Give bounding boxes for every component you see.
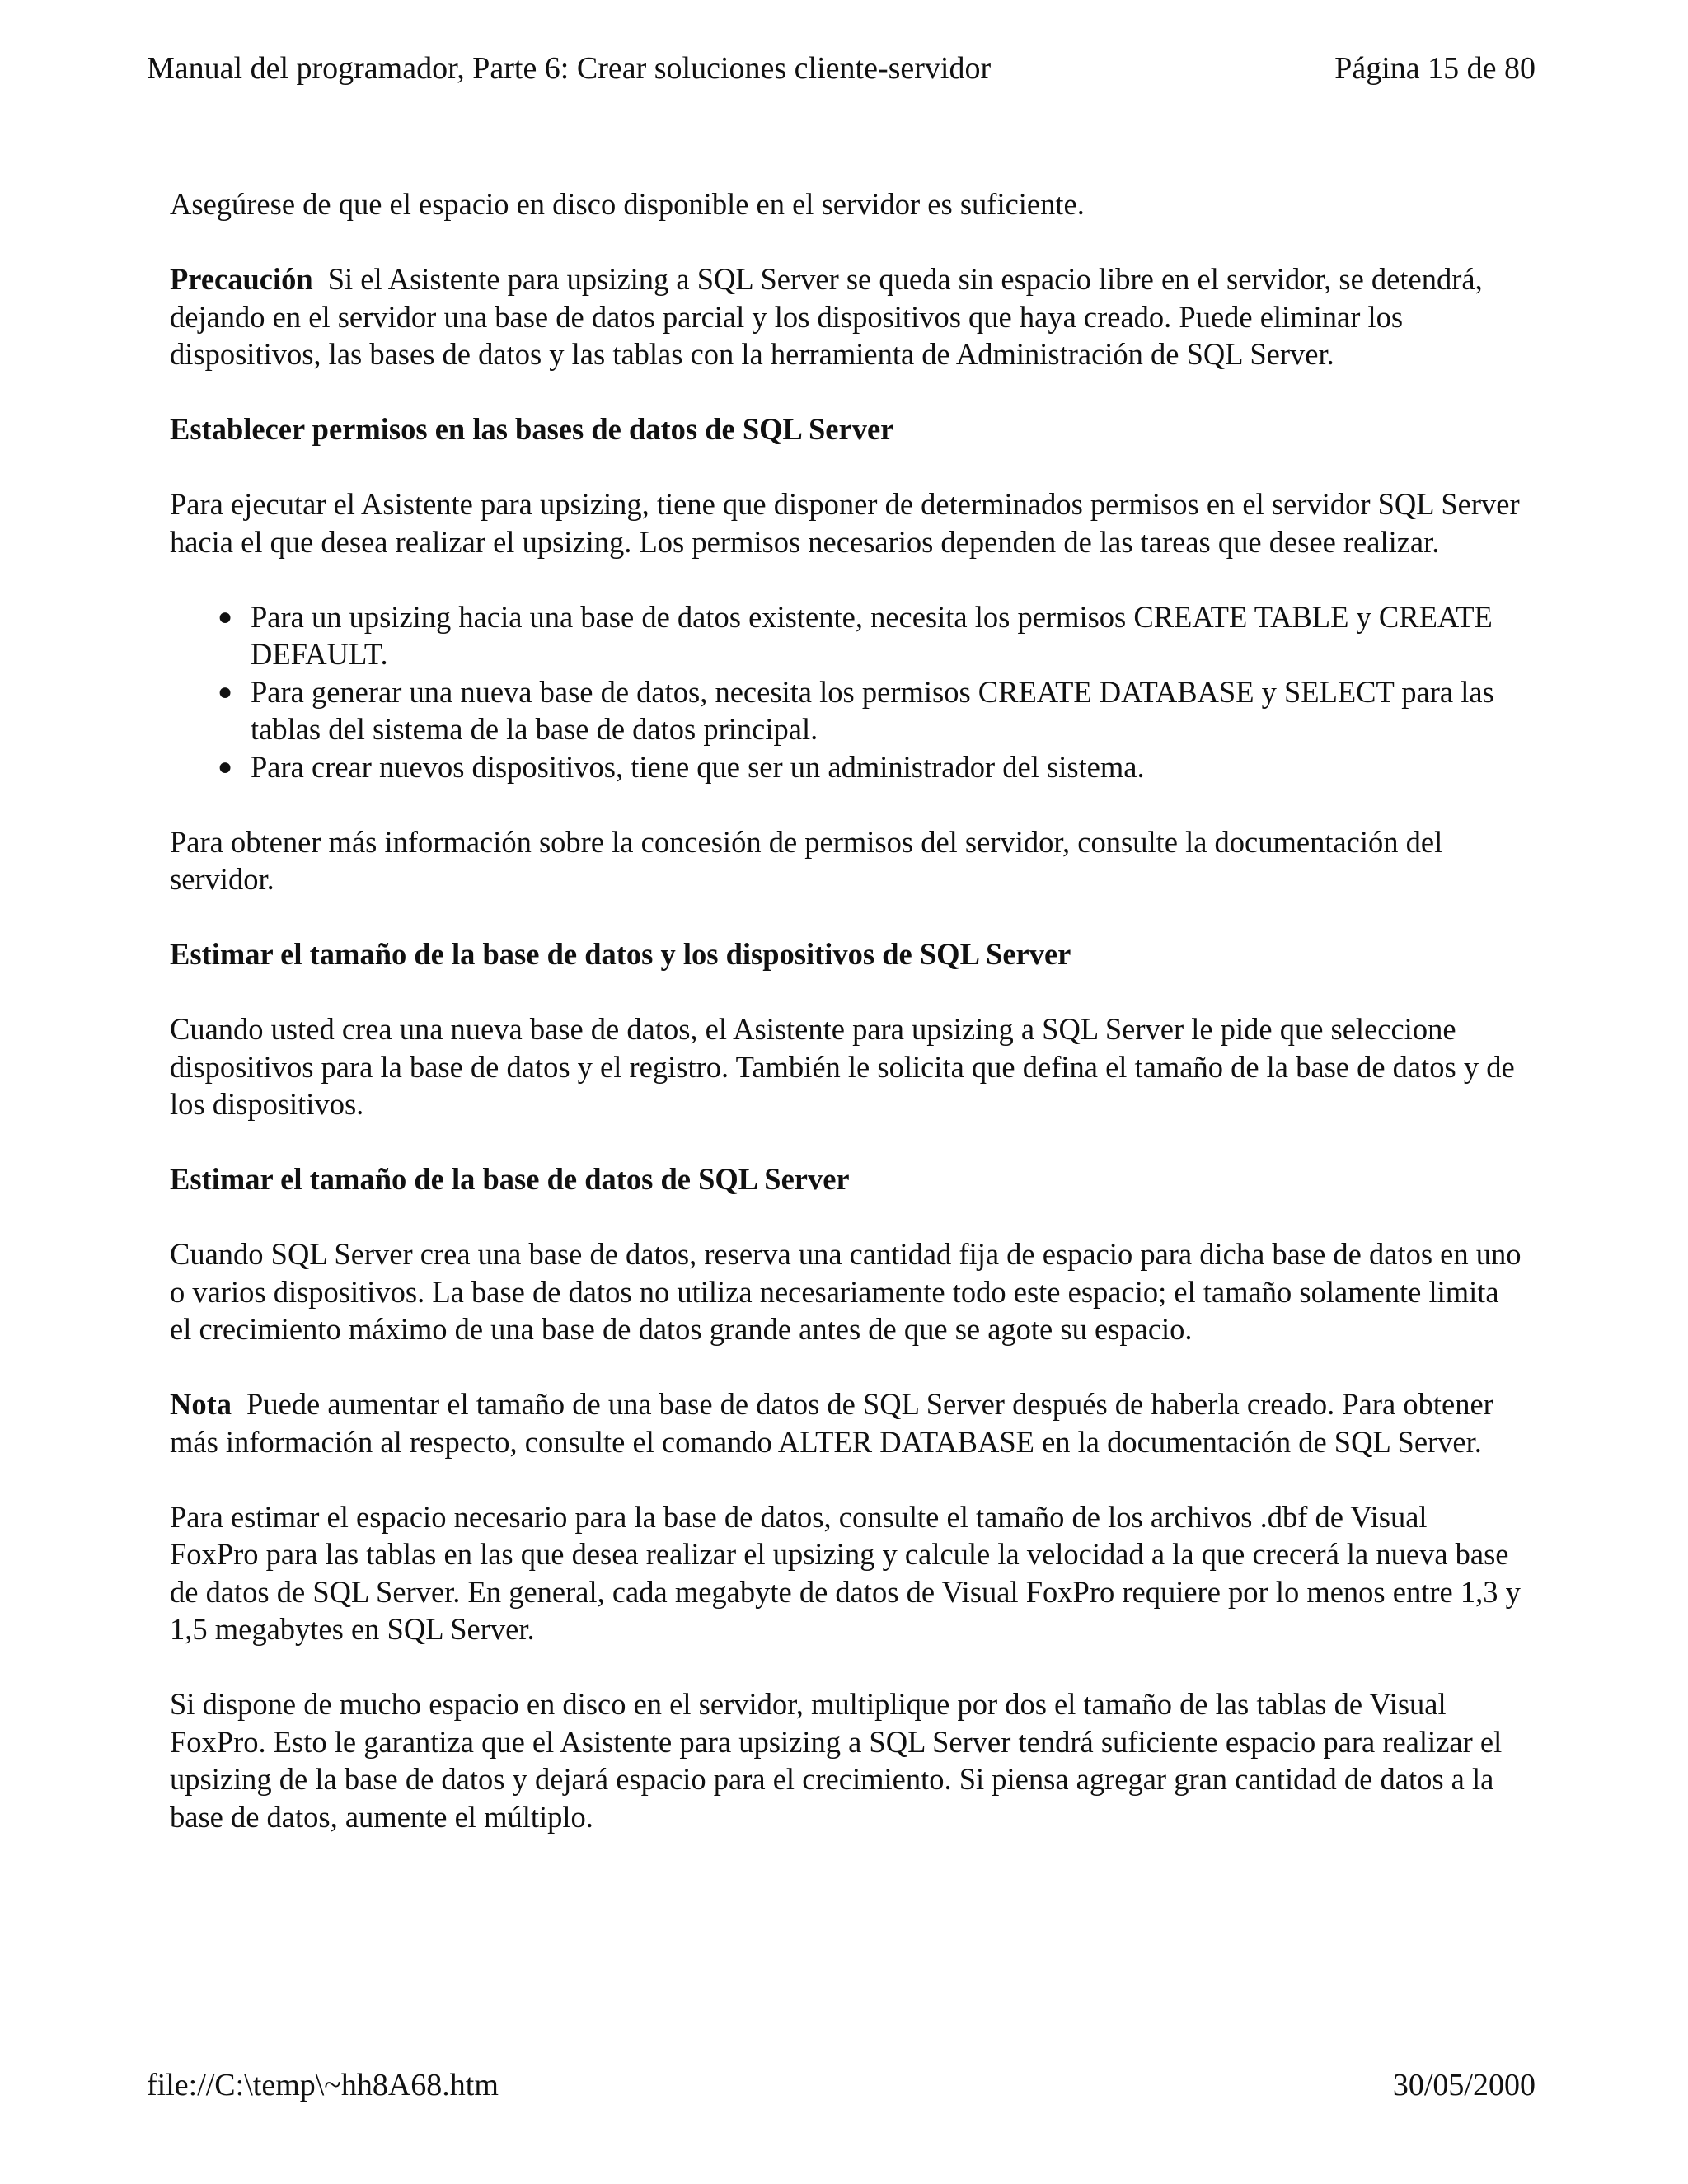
paragraph-new-database: Cuando usted crea una nueva base de datos, el Asistente para upsizing a SQL Server le pide que seleccione dispositivos para la base de datos y el registro. También le solicita que defina el tamaño de la base de datos y de los dispositivos. xyxy=(170,1012,1515,1121)
paragraph-estimate-space: Para estimar el espacio necesario para la base de datos, consulte el tamaño de los archivos .dbf de Visual FoxPro para las tablas en las que desea realizar el upsizing y calcule la velocidad a la que crecerá la nueva base de datos de SQL Server. En general, cada megabyte de datos de Visual FoxPro requiere por lo menos entre 1,3 y 1,5 megabytes en SQL Server. xyxy=(170,1499,1521,1646)
page-footer xyxy=(147,2064,1536,2106)
permissions-list xyxy=(170,598,1522,786)
caution-text: Si el Asistente para upsizing a SQL Server se queda sin espacio libre en el servidor, se detendrá, dejando en el servidor una base de datos parcial y los dispositivos que haya creado. Puede eliminar los dispositivos, las bases de datos y las tablas con la herramienta de Administración de SQL Server. xyxy=(170,262,1483,371)
list-item xyxy=(170,673,1522,748)
paragraph-permissions: Para ejecutar el Asistente para upsizing, tiene que disponer de determinados permisos en el servidor SQL Server hacia el que desea realizar el upsizing. Los permisos necesarios dependen de las tareas que desee realizar. xyxy=(170,487,1520,559)
list-item-text: Para un upsizing hacia una base de datos existente, necesita los permisos CREATE TABLE y CREATE DEFAULT. xyxy=(251,599,1493,671)
document-body xyxy=(170,185,1522,1873)
list-item xyxy=(170,748,1522,786)
bullet-icon: ● xyxy=(218,677,233,705)
file-path: file://C:\temp\~hh8A68.htm xyxy=(147,2068,499,2102)
paragraph-reserve-space: Cuando SQL Server crea una base de datos, reserva una cantidad fija de espacio para dicha base de datos en uno o varios dispositivos. La base de datos no utiliza necesariamente todo este espacio; el tamaño solamente limita el crecimiento máximo de una base de datos grande antes de que se agote su espacio. xyxy=(170,1237,1522,1346)
bullet-icon: ● xyxy=(218,752,233,780)
list-item-text: Para generar una nueva base de datos, necesita los permisos CREATE DATABASE y SELECT para las tablas del sistema de la base de datos principal. xyxy=(251,674,1494,746)
list-item-text: Para crear nuevos dispositivos, tiene que ser un administrador del sistema. xyxy=(251,749,1145,784)
heading-estimate-db-size: Estimar el tamaño de la base de datos de SQL Server xyxy=(170,1162,850,1196)
caution-label: Precaución xyxy=(170,262,313,296)
note xyxy=(170,1385,1522,1460)
heading-estimate-size-devices: Estimar el tamaño de la base de datos y los dispositivos de SQL Server xyxy=(170,937,1071,971)
note-label: Nota xyxy=(170,1387,232,1421)
list-item xyxy=(170,598,1522,673)
document-title: Manual del programador, Parte 6: Crear soluciones cliente-servidor xyxy=(147,51,992,86)
note-text: Puede aumentar el tamaño de una base de datos de SQL Server después de haberla creado. Para obtener más información al respecto, consulte el comando ALTER DATABASE en la documentación de SQL Server. xyxy=(170,1387,1493,1459)
paragraph-multiply: Si dispone de mucho espacio en disco en el servidor, multiplique por dos el tamaño de las tablas de Visual FoxPro. Esto le garantiza que el Asistente para upsizing a SQL Server tendrá suficiente espacio para realizar el upsizing de la base de datos y dejará espacio para el crecimiento. Si piensa agregar gran cantidad de datos a la base de datos, aumente el múltiplo. xyxy=(170,1687,1503,1834)
caution-note xyxy=(170,260,1522,373)
page-number: Página 15 de 80 xyxy=(1334,51,1536,86)
paragraph-more-info: Para obtener más información sobre la concesión de permisos del servidor, consulte la documentación del servidor. xyxy=(170,824,1443,896)
heading-permissions: Establecer permisos en las bases de datos de SQL Server xyxy=(170,412,894,446)
paragraph-disk-space: Asegúrese de que el espacio en disco disponible en el servidor es suficiente. xyxy=(170,187,1085,221)
bullet-icon: ● xyxy=(218,602,233,630)
print-date: 30/05/2000 xyxy=(1392,2068,1536,2102)
page-header xyxy=(147,48,1536,89)
